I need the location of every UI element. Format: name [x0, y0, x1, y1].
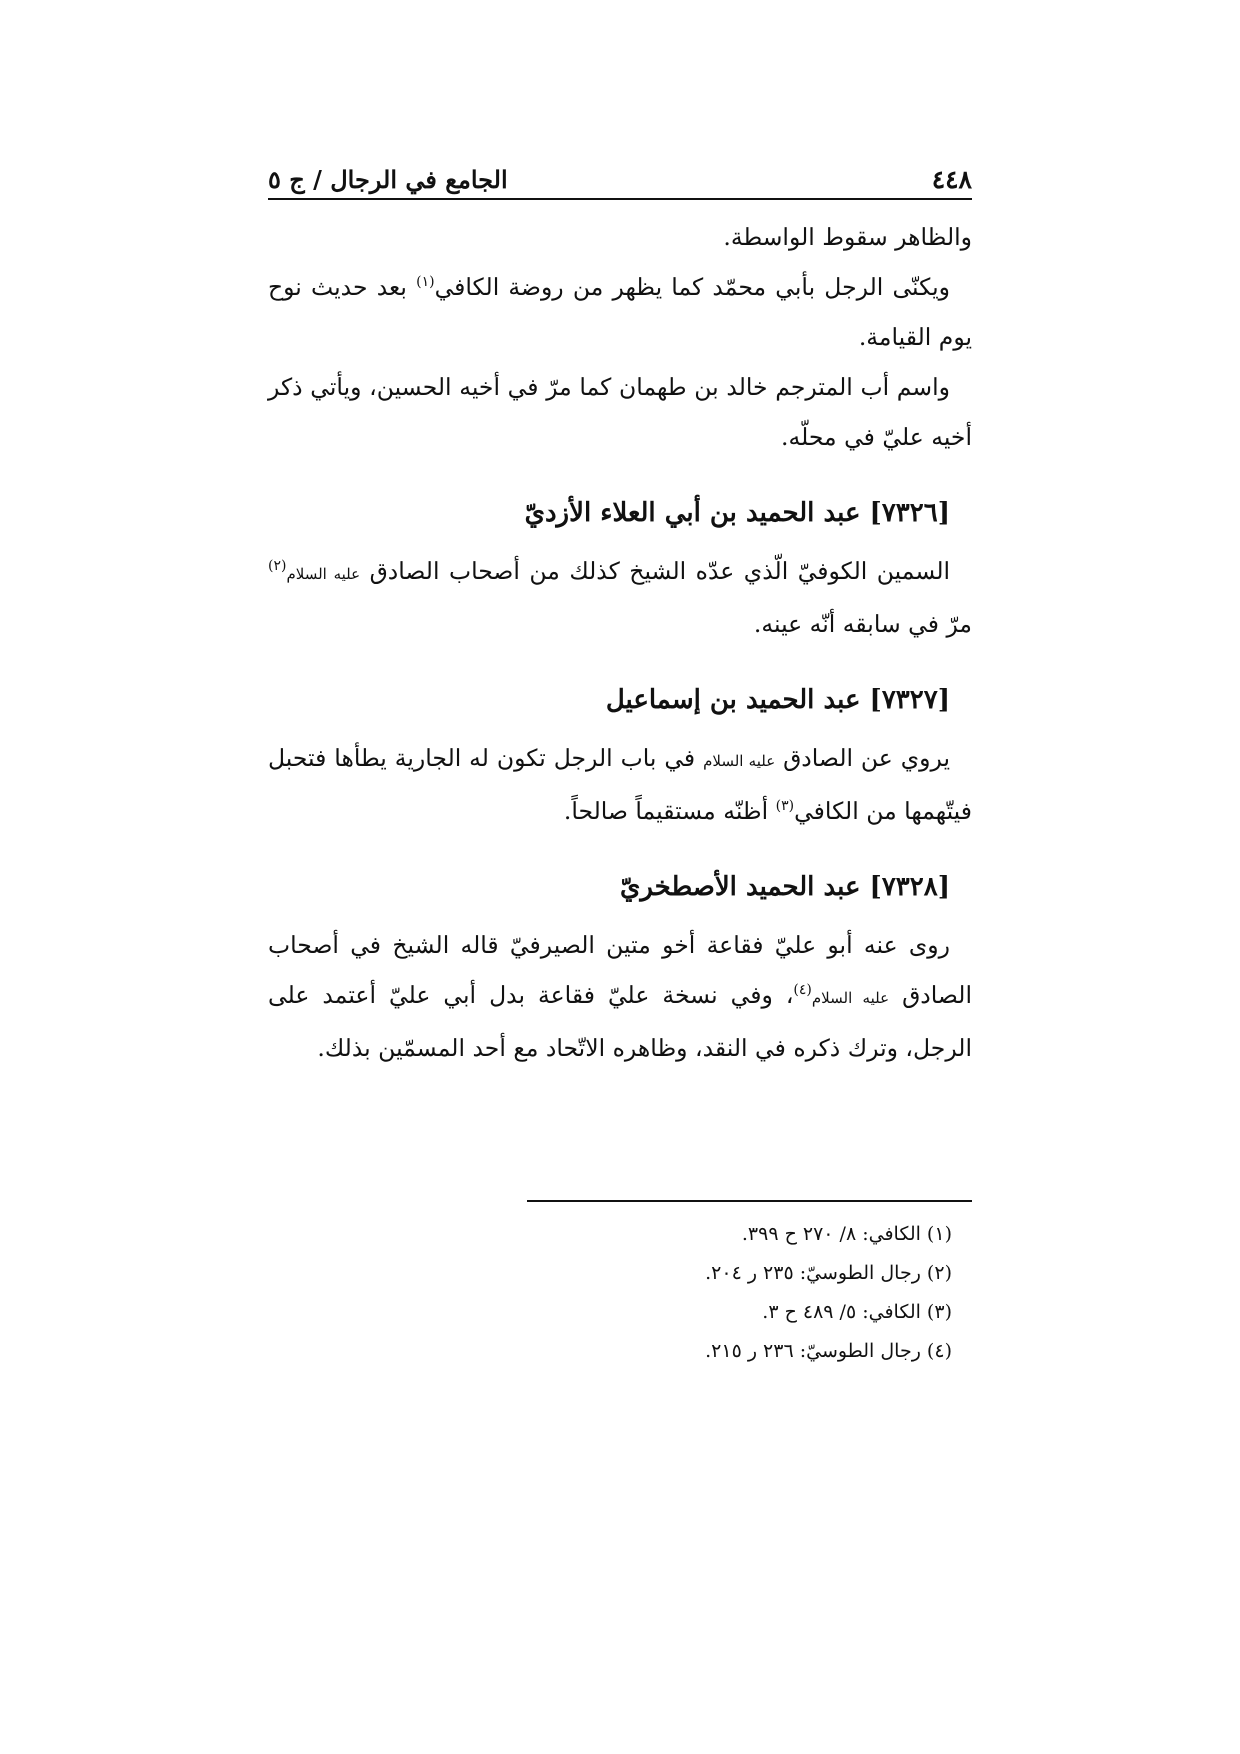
entry-7328-text-a: روى عنه أبو عليّ فقاعة أخو متين الصيرفيّ قاله الشيخ في أصحاب الصادق: [268, 931, 972, 1009]
intro-paragraph-3: واسم أب المترجم خالد بن طهمان كما مرّ في أخيه الحسين، ويأتي ذكر أخيه عليّ في محلّه.: [268, 373, 972, 451]
running-title: الجامع في الرجال / ج ٥: [268, 165, 508, 194]
footnote-ref-4: (٤): [793, 982, 812, 999]
footnote-4: (٤) رجال الطوسيّ: ٢٣٦ ر ٢١٥.: [705, 1340, 952, 1362]
honorific-glyph: عليه السلام: [811, 989, 890, 1007]
entry-7326-text-a: السمين الكوفيّ الّذي عدّه الشيخ كذلك من أصحاب الصادق: [360, 557, 951, 585]
footnote-ref-1: (١): [416, 274, 435, 291]
entry-text-7327: [268, 733, 972, 836]
footnotes-divider: [527, 1200, 972, 1202]
footnote-2: (٢) رجال الطوسيّ: ٢٣٥ ر ٢٠٤.: [705, 1262, 952, 1284]
entry-text-7328: [268, 920, 972, 1073]
footnotes: [268, 1215, 952, 1371]
entry-7328-text-b: ، وفي نسخة عليّ فقاعة بدل أبي عليّ أعتمد على الرجل، وترك ذكره في النقد، وظاهره الاتّحاد مع أحد المسمّين بذلك.: [268, 981, 972, 1062]
page-header: [268, 148, 972, 200]
intro-paragraph-2-text-a: ويكنّى الرجل بأبي محمّد كما يظهر من روضة الكافي: [434, 273, 951, 301]
intro-paragraph-1: والظاهر سقوط الواسطة.: [723, 223, 972, 251]
entry-heading-7328: [٧٣٢٨] عبد الحميد الأصطخريّ: [619, 872, 950, 902]
page-number: ٤٤٨: [931, 165, 972, 194]
entry-7327-text-b: في باب الرجل تكون له الجارية يطأها فتحبل فيتّهمها من الكافي: [268, 744, 972, 825]
honorific-glyph: عليه السلام: [286, 565, 361, 583]
entry-7327-text-a: يروي عن الصادق: [775, 744, 951, 772]
page-body: [268, 212, 972, 1073]
entry-7327-text-c: أظنّه مستقيماً صالحاً.: [563, 797, 776, 825]
entry-heading-7327: [٧٣٢٧] عبد الحميد بن إسماعيل: [605, 685, 950, 715]
intro-paragraph-2-text-b: بعد حديث نوح يوم القيامة.: [268, 273, 972, 351]
footnote-ref-3: (٣): [775, 798, 795, 815]
entry-7326-text-b: مرّ في سابقه أنّه عينه.: [753, 610, 972, 638]
intro-paragraph-2: [268, 262, 972, 362]
footnote-3: (٣) الكافي: ٥/ ٤٨٩ ح ٣.: [762, 1301, 952, 1323]
honorific-glyph: عليه السلام: [703, 752, 776, 770]
footnote-ref-2: (٢): [268, 558, 287, 575]
footnote-1: (١) الكافي: ٨/ ٢٧٠ ح ٣٩٩.: [741, 1223, 952, 1245]
entry-heading-7326: [٧٣٢٦] عبد الحميد بن أبي العلاء الأزديّ: [524, 498, 950, 528]
entry-text-7326: [268, 546, 972, 649]
